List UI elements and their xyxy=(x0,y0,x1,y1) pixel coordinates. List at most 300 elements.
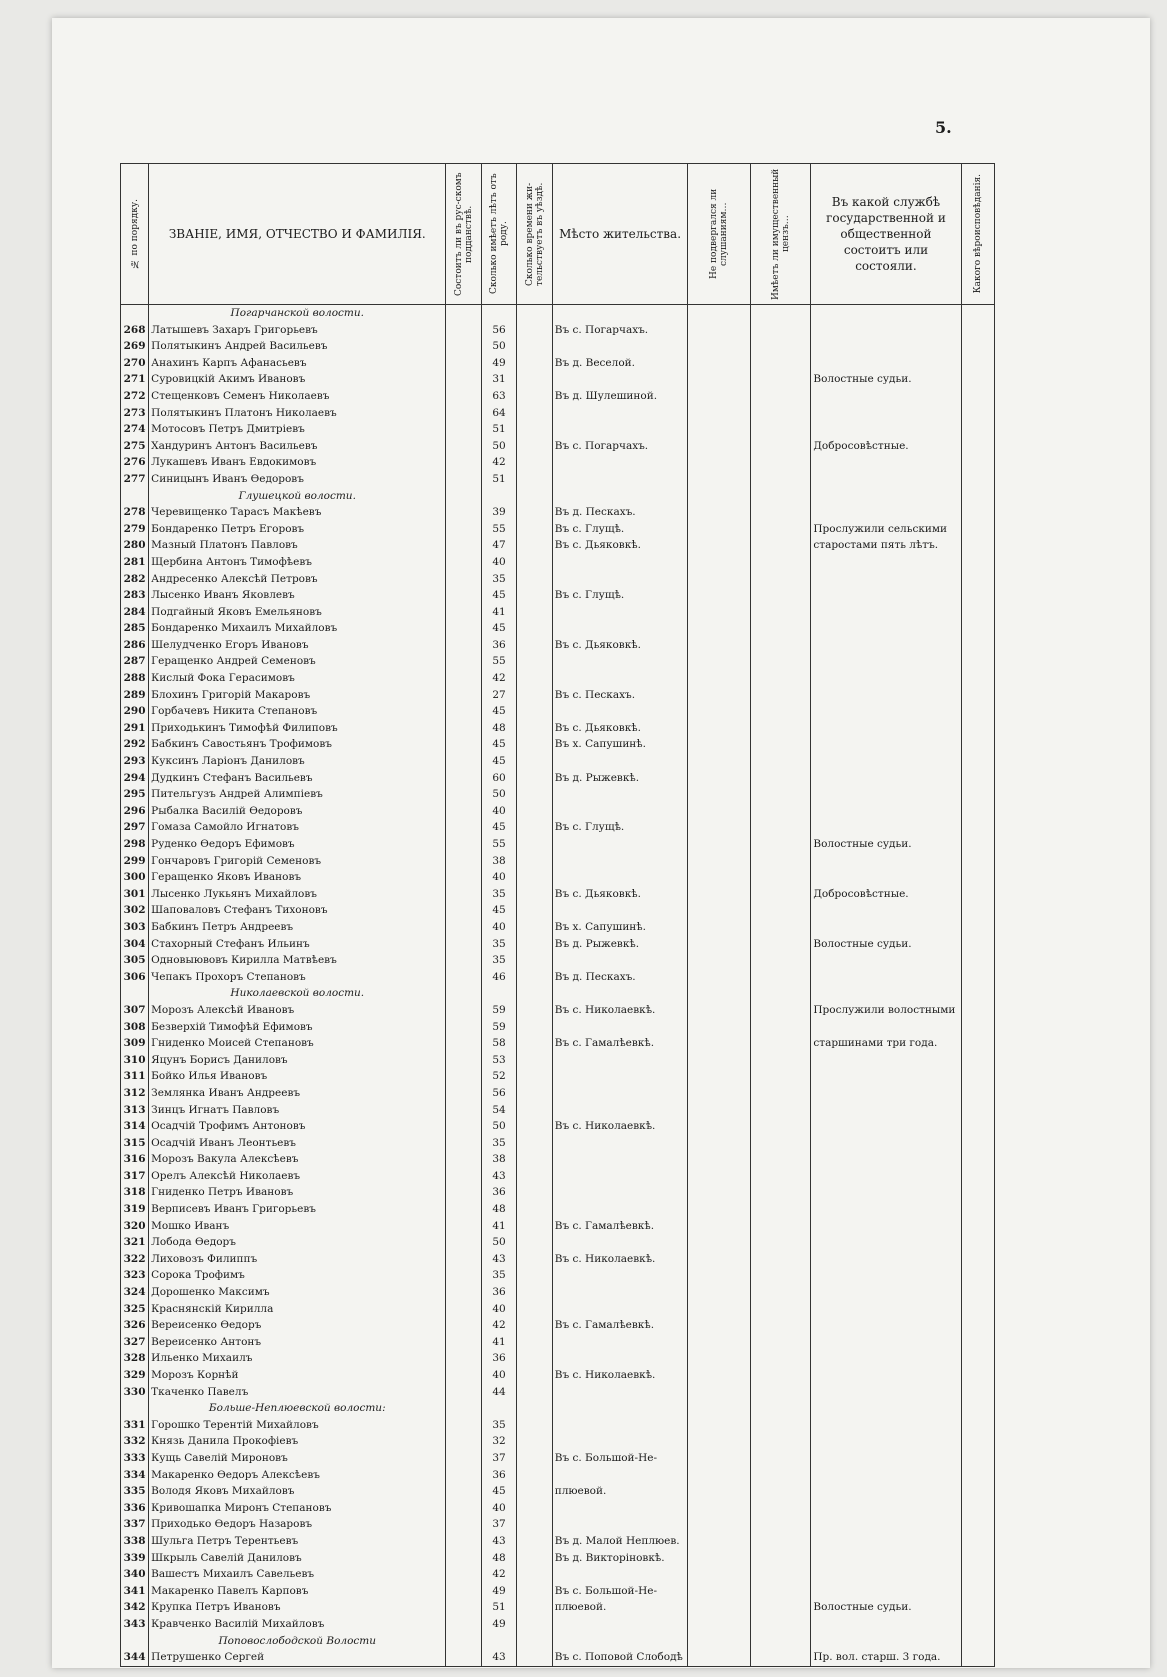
cell-rel xyxy=(961,786,994,803)
cell-res xyxy=(517,1085,552,1102)
cell-ru xyxy=(446,1168,481,1185)
cell-service xyxy=(811,454,961,471)
cell-res xyxy=(517,1118,552,1135)
cell-age: 35 xyxy=(481,1135,516,1152)
cell-court xyxy=(688,1583,751,1600)
cell-name: Анахинъ Карпъ Афанасьевъ xyxy=(149,355,446,372)
cell-rel xyxy=(961,919,994,936)
cell-place xyxy=(552,1467,688,1484)
cell-place: Въ с. Глущѣ. xyxy=(552,587,688,604)
cell-rel xyxy=(961,1566,994,1583)
cell-ru xyxy=(446,1267,481,1284)
cell-name: Рыбалка Василій Ѳедоровъ xyxy=(149,803,446,820)
cell-rel xyxy=(961,869,994,886)
table-row xyxy=(121,1267,995,1284)
cell-place xyxy=(552,1102,688,1119)
cell-ru xyxy=(446,1599,481,1616)
cell-res xyxy=(517,620,552,637)
cell-rel xyxy=(961,1317,994,1334)
cell-place xyxy=(552,836,688,853)
cell-prop xyxy=(750,1085,810,1102)
cell-no xyxy=(121,305,149,322)
table-row xyxy=(121,786,995,803)
cell-no: 291 xyxy=(121,720,149,737)
cell-res xyxy=(517,1284,552,1301)
cell-no: 328 xyxy=(121,1350,149,1367)
cell-age: 36 xyxy=(481,637,516,654)
cell-prop xyxy=(750,438,810,455)
cell-age: 37 xyxy=(481,1450,516,1467)
cell-age: 40 xyxy=(481,919,516,936)
cell-place xyxy=(552,1400,688,1417)
cell-no xyxy=(121,1400,149,1417)
cell-res xyxy=(517,421,552,438)
cell-name: Бабкинъ Петръ Андреевъ xyxy=(149,919,446,936)
cell-prop xyxy=(750,1616,810,1633)
cell-service xyxy=(811,1616,961,1633)
cell-court xyxy=(688,1384,751,1401)
table-row xyxy=(121,1218,995,1235)
cell-court xyxy=(688,1317,751,1334)
cell-court xyxy=(688,919,751,936)
cell-age: 54 xyxy=(481,1102,516,1119)
cell-name: Шаповаловъ Стефанъ Тихоновъ xyxy=(149,902,446,919)
cell-court xyxy=(688,1284,751,1301)
cell-name: Суровицкій Акимъ Ивановъ xyxy=(149,371,446,388)
cell-res xyxy=(517,853,552,870)
cell-court xyxy=(688,653,751,670)
cell-prop xyxy=(750,471,810,488)
cell-no: 271 xyxy=(121,371,149,388)
cell-rel xyxy=(961,803,994,820)
cell-res xyxy=(517,836,552,853)
cell-place: плюевой. xyxy=(552,1483,688,1500)
cell-no: 332 xyxy=(121,1433,149,1450)
cell-no: 280 xyxy=(121,537,149,554)
cell-service xyxy=(811,1483,961,1500)
cell-age: 48 xyxy=(481,1550,516,1567)
cell-ru xyxy=(446,488,481,505)
cell-place: Въ с. Дьяковкѣ. xyxy=(552,537,688,554)
cell-age xyxy=(481,305,516,322)
cell-rel xyxy=(961,421,994,438)
cell-rel xyxy=(961,1284,994,1301)
cell-place xyxy=(552,869,688,886)
cell-no: 340 xyxy=(121,1566,149,1583)
cell-court xyxy=(688,1002,751,1019)
cell-place: Въ с. Николаевкѣ. xyxy=(552,1002,688,1019)
cell-service xyxy=(811,736,961,753)
cell-no: 284 xyxy=(121,604,149,621)
cell-prop xyxy=(750,936,810,953)
cell-no: 310 xyxy=(121,1052,149,1069)
cell-no: 297 xyxy=(121,819,149,836)
cell-court xyxy=(688,637,751,654)
cell-ru xyxy=(446,1467,481,1484)
cell-rel xyxy=(961,969,994,986)
cell-court xyxy=(688,537,751,554)
cell-prop xyxy=(750,1516,810,1533)
cell-no: 316 xyxy=(121,1151,149,1168)
cell-ru xyxy=(446,454,481,471)
cell-prop xyxy=(750,1599,810,1616)
cell-service xyxy=(811,388,961,405)
cell-prop xyxy=(750,1500,810,1517)
cell-rel xyxy=(961,1334,994,1351)
cell-rel xyxy=(961,1633,994,1650)
table-row xyxy=(121,803,995,820)
cell-ru xyxy=(446,571,481,588)
cell-ru xyxy=(446,786,481,803)
cell-ru xyxy=(446,355,481,372)
table-row xyxy=(121,438,995,455)
cell-prop xyxy=(750,786,810,803)
cell-age: 50 xyxy=(481,1234,516,1251)
cell-age: 35 xyxy=(481,936,516,953)
cell-prop xyxy=(750,703,810,720)
cell-no: 311 xyxy=(121,1068,149,1085)
cell-res xyxy=(517,1035,552,1052)
cell-res xyxy=(517,1168,552,1185)
cell-age: 45 xyxy=(481,819,516,836)
cell-name: Кислый Фока Герасимовъ xyxy=(149,670,446,687)
cell-rel xyxy=(961,537,994,554)
cell-court xyxy=(688,869,751,886)
cell-place xyxy=(552,670,688,687)
cell-service xyxy=(811,1234,961,1251)
cell-rel xyxy=(961,521,994,538)
table-row xyxy=(121,1201,995,1218)
cell-res xyxy=(517,1151,552,1168)
cell-place xyxy=(552,1135,688,1152)
cell-court xyxy=(688,902,751,919)
cell-prop xyxy=(750,620,810,637)
cell-place xyxy=(552,1284,688,1301)
cell-name: Макаренко Павелъ Карповъ xyxy=(149,1583,446,1600)
cell-place: Въ с. Гамалѣевкѣ. xyxy=(552,1317,688,1334)
cell-res xyxy=(517,1267,552,1284)
header-name: ЗВАНІЕ, ИМЯ, ОТЧЕСТВО И ФАМИЛІЯ. xyxy=(149,164,446,305)
cell-res xyxy=(517,1583,552,1600)
cell-name: Андресенко Алексѣй Петровъ xyxy=(149,571,446,588)
cell-age: 63 xyxy=(481,388,516,405)
table-row xyxy=(121,1350,995,1367)
cell-rel xyxy=(961,454,994,471)
cell-service xyxy=(811,1500,961,1517)
cell-court xyxy=(688,571,751,588)
cell-prop xyxy=(750,421,810,438)
cell-ru xyxy=(446,720,481,737)
cell-court xyxy=(688,886,751,903)
table-row xyxy=(121,1500,995,1517)
cell-rel xyxy=(961,1400,994,1417)
cell-age: 41 xyxy=(481,1334,516,1351)
cell-service xyxy=(811,869,961,886)
cell-rel xyxy=(961,720,994,737)
cell-place xyxy=(552,604,688,621)
cell-name: Руденко Ѳедоръ Ефимовъ xyxy=(149,836,446,853)
cell-service xyxy=(811,1168,961,1185)
cell-res xyxy=(517,803,552,820)
cell-rel xyxy=(961,1649,994,1666)
table-row xyxy=(121,1102,995,1119)
cell-ru xyxy=(446,1068,481,1085)
cell-place xyxy=(552,1151,688,1168)
cell-rel xyxy=(961,736,994,753)
cell-no: 301 xyxy=(121,886,149,903)
cell-rel xyxy=(961,753,994,770)
cell-prop xyxy=(750,985,810,1002)
table-row xyxy=(121,1068,995,1085)
cell-res xyxy=(517,1218,552,1235)
cell-place xyxy=(552,1433,688,1450)
cell-court xyxy=(688,1135,751,1152)
cell-age: 39 xyxy=(481,504,516,521)
cell-age: 45 xyxy=(481,587,516,604)
cell-rel xyxy=(961,1616,994,1633)
cell-court xyxy=(688,1085,751,1102)
cell-service xyxy=(811,1417,961,1434)
cell-no: 272 xyxy=(121,388,149,405)
cell-res xyxy=(517,869,552,886)
cell-res xyxy=(517,1550,552,1567)
table-row xyxy=(121,1384,995,1401)
cell-res xyxy=(517,305,552,322)
cell-service xyxy=(811,1400,961,1417)
cell-no: 317 xyxy=(121,1168,149,1185)
cell-res xyxy=(517,1234,552,1251)
cell-place xyxy=(552,1019,688,1036)
cell-res xyxy=(517,936,552,953)
cell-court xyxy=(688,1267,751,1284)
cell-name: Кущь Савелій Мироновъ xyxy=(149,1450,446,1467)
cell-no: 333 xyxy=(121,1450,149,1467)
cell-service: Волостные судьи. xyxy=(811,371,961,388)
cell-service xyxy=(811,1201,961,1218)
cell-name: Князь Данила Прокофіевъ xyxy=(149,1433,446,1450)
cell-service xyxy=(811,902,961,919)
cell-service xyxy=(811,1118,961,1135)
cell-res xyxy=(517,471,552,488)
cell-rel xyxy=(961,1467,994,1484)
cell-place xyxy=(552,753,688,770)
cell-service xyxy=(811,853,961,870)
cell-age: 44 xyxy=(481,1384,516,1401)
cell-ru xyxy=(446,1135,481,1152)
cell-name: Шкрыль Савелій Даниловъ xyxy=(149,1550,446,1567)
cell-court xyxy=(688,803,751,820)
section-heading-row xyxy=(121,1633,995,1650)
cell-service xyxy=(811,1633,961,1650)
cell-court xyxy=(688,1201,751,1218)
cell-rel xyxy=(961,1168,994,1185)
cell-place: Въ с. Николаевкѣ. xyxy=(552,1367,688,1384)
cell-name: Вашестъ Михаилъ Савельевъ xyxy=(149,1566,446,1583)
cell-prop xyxy=(750,488,810,505)
cell-res xyxy=(517,1433,552,1450)
cell-name: Мазный Платонъ Павловъ xyxy=(149,537,446,554)
cell-age: 51 xyxy=(481,1599,516,1616)
cell-ru xyxy=(446,670,481,687)
cell-service xyxy=(811,355,961,372)
cell-age xyxy=(481,985,516,1002)
table-row xyxy=(121,554,995,571)
table-row xyxy=(121,1118,995,1135)
cell-ru xyxy=(446,1151,481,1168)
cell-service xyxy=(811,1583,961,1600)
cell-ru xyxy=(446,388,481,405)
cell-res xyxy=(517,1052,552,1069)
cell-prop xyxy=(750,869,810,886)
cell-res xyxy=(517,454,552,471)
header-religion: Какого вѣроисповѣданія. xyxy=(961,164,994,305)
cell-age: 42 xyxy=(481,1566,516,1583)
cell-res xyxy=(517,504,552,521)
cell-age: 42 xyxy=(481,670,516,687)
cell-name: Кравченко Василій Михайловъ xyxy=(149,1616,446,1633)
cell-no: 335 xyxy=(121,1483,149,1500)
cell-ru xyxy=(446,1450,481,1467)
cell-service xyxy=(811,571,961,588)
cell-res xyxy=(517,1317,552,1334)
cell-service xyxy=(811,969,961,986)
cell-age: 40 xyxy=(481,554,516,571)
cell-age: 40 xyxy=(481,1301,516,1318)
cell-court xyxy=(688,1550,751,1567)
table-row xyxy=(121,853,995,870)
table-row xyxy=(121,1035,995,1052)
cell-service xyxy=(811,1284,961,1301)
cell-court xyxy=(688,421,751,438)
table-body xyxy=(121,305,995,1667)
cell-prop xyxy=(750,1234,810,1251)
cell-name: Лиховозъ Филиппъ xyxy=(149,1251,446,1268)
cell-age: 56 xyxy=(481,322,516,339)
cell-ru xyxy=(446,1483,481,1500)
cell-service xyxy=(811,786,961,803)
table-row xyxy=(121,1251,995,1268)
cell-name: Морозъ Алексѣй Ивановъ xyxy=(149,1002,446,1019)
cell-name: Орелъ Алексѣй Николаевъ xyxy=(149,1168,446,1185)
cell-rel xyxy=(961,936,994,953)
cell-ru xyxy=(446,1118,481,1135)
cell-service xyxy=(811,952,961,969)
cell-no: 279 xyxy=(121,521,149,538)
cell-no: 288 xyxy=(121,670,149,687)
cell-court xyxy=(688,405,751,422)
table-row xyxy=(121,1467,995,1484)
cell-prop xyxy=(750,886,810,903)
cell-name: Дорошенко Максимъ xyxy=(149,1284,446,1301)
cell-res xyxy=(517,1184,552,1201)
cell-name: Николаевской волости. xyxy=(149,985,446,1002)
cell-ru xyxy=(446,587,481,604)
cell-prop xyxy=(750,1267,810,1284)
cell-court xyxy=(688,438,751,455)
cell-name: Верписевъ Иванъ Григорьевъ xyxy=(149,1201,446,1218)
cell-no: 341 xyxy=(121,1583,149,1600)
register-table xyxy=(120,163,995,1667)
table-row xyxy=(121,1234,995,1251)
cell-place: Въ с. Поповой Слободѣ xyxy=(552,1649,688,1666)
table-row xyxy=(121,1002,995,1019)
cell-res xyxy=(517,571,552,588)
cell-court xyxy=(688,604,751,621)
cell-place xyxy=(552,421,688,438)
cell-ru xyxy=(446,1251,481,1268)
cell-prop xyxy=(750,1633,810,1650)
cell-rel xyxy=(961,770,994,787)
cell-age: 48 xyxy=(481,1201,516,1218)
cell-no: 307 xyxy=(121,1002,149,1019)
table-row xyxy=(121,1168,995,1185)
cell-ru xyxy=(446,554,481,571)
cell-age xyxy=(481,1400,516,1417)
cell-no: 327 xyxy=(121,1334,149,1351)
cell-service xyxy=(811,753,961,770)
cell-prop xyxy=(750,1201,810,1218)
cell-rel xyxy=(961,1019,994,1036)
cell-service xyxy=(811,1450,961,1467)
cell-prop xyxy=(750,1102,810,1119)
cell-age: 40 xyxy=(481,869,516,886)
cell-res xyxy=(517,405,552,422)
cell-ru xyxy=(446,371,481,388)
cell-ru xyxy=(446,504,481,521)
cell-name: Лысенко Лукьянъ Михайловъ xyxy=(149,886,446,903)
cell-name: Сорока Трофимъ xyxy=(149,1267,446,1284)
cell-prop xyxy=(750,653,810,670)
cell-age: 32 xyxy=(481,1433,516,1450)
cell-res xyxy=(517,1450,552,1467)
cell-service xyxy=(811,985,961,1002)
table-row xyxy=(121,1433,995,1450)
table-row xyxy=(121,620,995,637)
table-row xyxy=(121,819,995,836)
cell-ru xyxy=(446,1550,481,1567)
cell-place: Въ с. Николаевкѣ. xyxy=(552,1118,688,1135)
cell-prop xyxy=(750,1467,810,1484)
cell-prop xyxy=(750,1350,810,1367)
table-header xyxy=(121,164,995,305)
cell-place: Въ д. Пескахъ. xyxy=(552,969,688,986)
cell-no: 342 xyxy=(121,1599,149,1616)
cell-no: 292 xyxy=(121,736,149,753)
cell-place xyxy=(552,1633,688,1650)
cell-name: Яцунъ Борисъ Даниловъ xyxy=(149,1052,446,1069)
cell-court xyxy=(688,1433,751,1450)
cell-prop xyxy=(750,853,810,870)
cell-prop xyxy=(750,919,810,936)
cell-prop xyxy=(750,504,810,521)
cell-name: Морозъ Вакула Алексѣевъ xyxy=(149,1151,446,1168)
page-number: 5. xyxy=(935,118,952,137)
cell-no: 278 xyxy=(121,504,149,521)
cell-place xyxy=(552,1267,688,1284)
cell-prop xyxy=(750,322,810,339)
table-row xyxy=(121,1450,995,1467)
table-row xyxy=(121,736,995,753)
cell-service xyxy=(811,620,961,637)
cell-no: 300 xyxy=(121,869,149,886)
cell-ru xyxy=(446,753,481,770)
cell-prop xyxy=(750,1384,810,1401)
cell-res xyxy=(517,521,552,538)
cell-name: Морозъ Корнѣй xyxy=(149,1367,446,1384)
cell-age: 40 xyxy=(481,803,516,820)
cell-rel xyxy=(961,405,994,422)
cell-place: Въ х. Сапушинѣ. xyxy=(552,736,688,753)
